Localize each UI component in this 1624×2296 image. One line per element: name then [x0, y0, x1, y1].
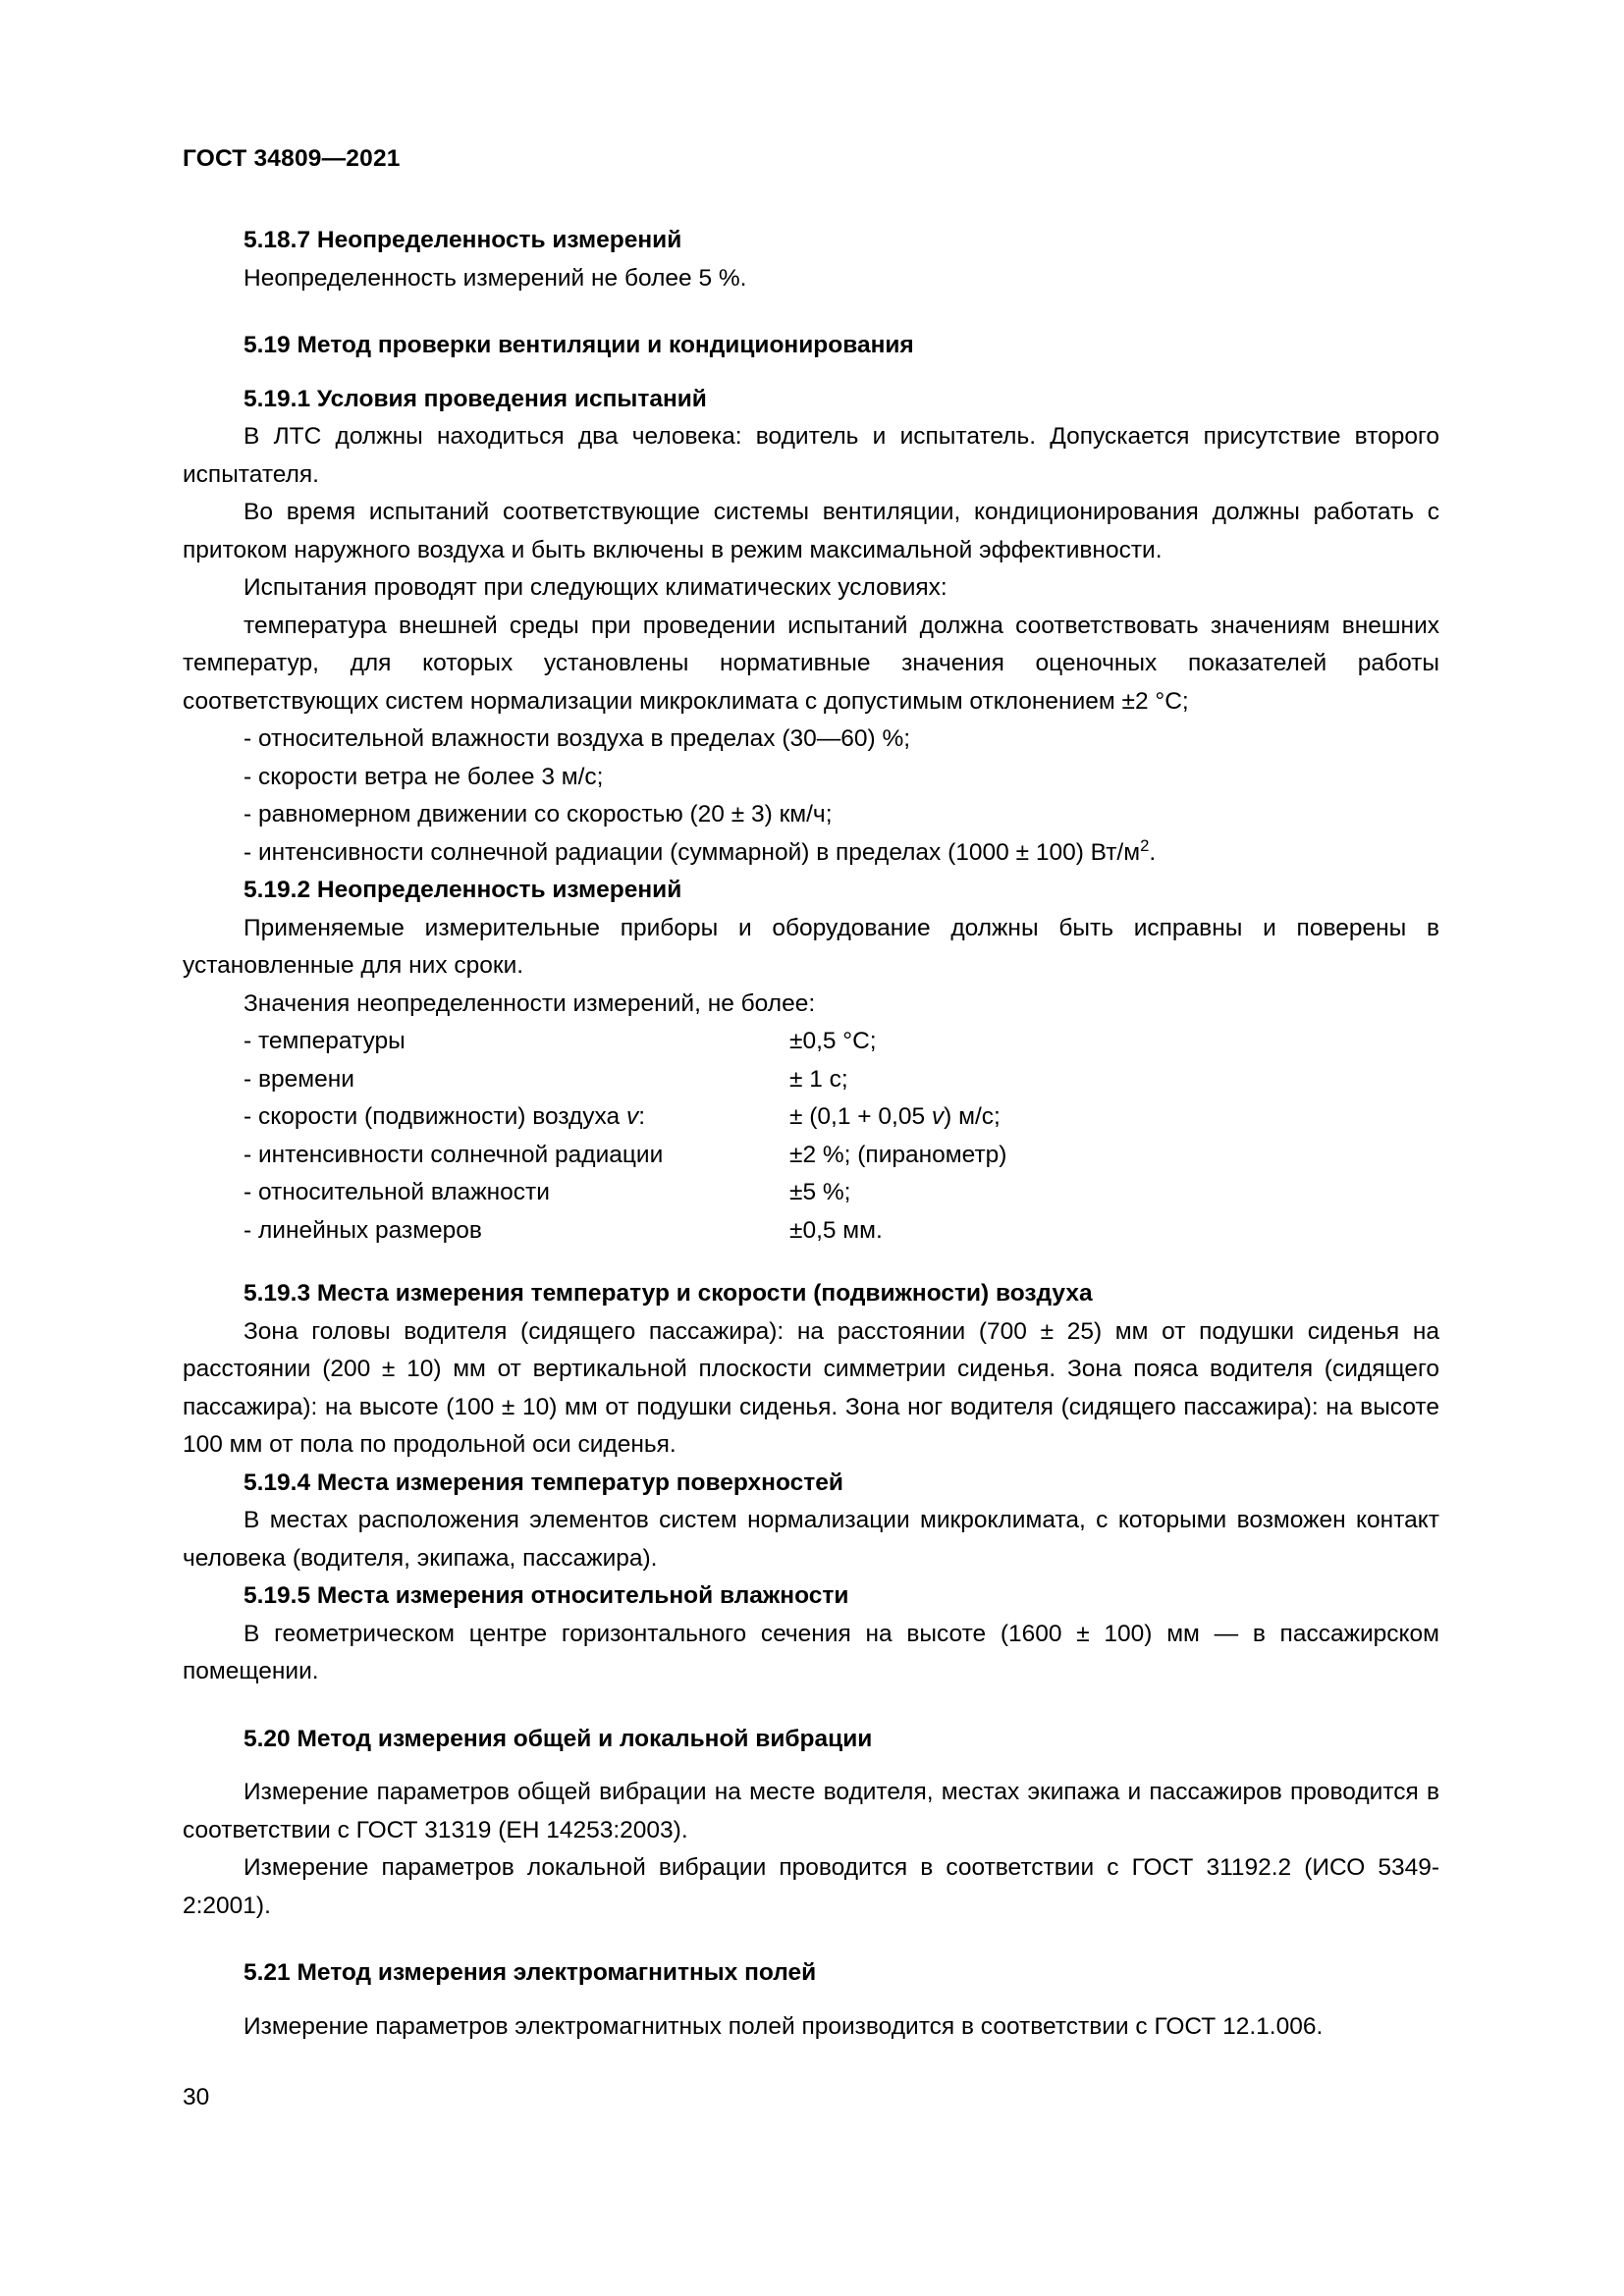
spacer [183, 365, 1439, 381]
uncertainty-label-air-speed [183, 1098, 789, 1137]
uncertainty-value-solar-radiation: ±2 %; (пиранометр) [789, 1141, 1007, 1168]
paragraph-5-20-2: Измерение параметров локальной вибрации проводится в соответствии с ГОСТ 31192.2 (ИСО 5349-2:2001). [183, 1854, 1439, 1919]
superscript-square: 2 [1140, 835, 1150, 855]
paragraph-5-19-2-1: Применяемые измерительные приборы и оборудование должны быть исправны и поверены в установленные для них сроки. [183, 914, 1439, 979]
symbol-v: v [625, 1103, 639, 1130]
spacer [183, 297, 1439, 327]
heading-5-19: 5.19 Метод проверки вентиляции и кондиционирования [244, 332, 914, 358]
paragraph-5-19-4-1: В местах расположения элементов систем нормализации микроклимата, с которыми возможен контакт человека (водителя, экипажа, пассажира). [183, 1507, 1439, 1572]
uncertainty-label-air-speed-tail: : [638, 1103, 646, 1130]
heading-5-19-2: 5.19.2 Неопределенность измерений [244, 877, 682, 903]
uncertainty-value-relative-humidity: ±5 %; [789, 1179, 851, 1205]
heading-5-19-5: 5.19.5 Места измерения относительной влажности [244, 1582, 849, 1609]
uncertainty-label-time: - времени [244, 1065, 354, 1093]
heading-5-21: 5.21 Метод измерения электромагнитных полей [244, 1959, 817, 1986]
spacer [183, 1758, 1439, 1774]
paragraph-5-19-2-2: Значения неопределенности измерений, не более: [244, 989, 816, 1017]
paragraph-5-19-1-4: температура внешней среды при проведении испытаний должна соответствовать значениям внешних температур, для которых установлены нормативные значения оценочных показателей работы соответствующих систем нормализации микроклимата с допустимым отклонением ±2 °C; [183, 612, 1439, 715]
table-row [183, 1023, 1439, 1061]
table-row [183, 1174, 1439, 1212]
uncertainty-value-temperature: ±0,5 °C; [789, 1028, 877, 1054]
paragraph-5-20-1: Измерение параметров общей вибрации на месте водителя, местах экипажа и пассажиров проводится в соответствии с ГОСТ 31319 (ЕН 14253:2003). [183, 1779, 1439, 1843]
uncertainty-label-linear-dimensions: - линейных размеров [244, 1216, 482, 1244]
paragraph-5-18-7: Неопределенность измерений не более 5 %. [244, 264, 747, 292]
bullet-solar-radiation-period: . [1149, 838, 1157, 866]
paragraph-5-19-1-1: В ЛТС должны находиться два человека: водитель и испытатель. Допускается присутствие второго испытателя. [183, 423, 1439, 488]
page-header: ГОСТ 34809—2021 [183, 145, 401, 172]
bullet-solar-radiation-text: - интенсивности солнечной радиации (суммарной) в пределах (1000 ± 100) Вт/м [244, 838, 1141, 866]
uncertainty-label-air-speed-text: - скорости (подвижности) воздуха [244, 1103, 626, 1130]
spacer [183, 1993, 1439, 2008]
table-row [183, 1061, 1439, 1099]
heading-5-19-3: 5.19.3 Места измерения температур и скорости (подвижности) воздуха [244, 1280, 1093, 1307]
uncertainty-value-linear-dimensions: ±0,5 мм. [789, 1216, 883, 1244]
table-row [183, 1098, 1439, 1137]
spacer [183, 1925, 1439, 1954]
heading-5-18-7: 5.18.7 Неопределенность измерений [244, 227, 682, 253]
paragraph-5-19-1-3: Испытания проводят при следующих климатических условиях: [244, 574, 947, 601]
uncertainty-value-air-speed-post: ) м/с; [944, 1103, 1001, 1130]
spacer [183, 1691, 1439, 1721]
uncertainty-value-air-speed-pre: ± (0,1 + 0,05 [789, 1103, 932, 1130]
bullet-wind-speed: - скорости ветра не более 3 м/с; [244, 763, 604, 790]
bullet-solar-radiation [183, 834, 1439, 873]
page-content [183, 222, 1439, 2046]
uncertainty-label-temperature: - температуры [244, 1028, 406, 1054]
paragraph-5-21-1: Измерение параметров электромагнитных полей производится в соответствии с ГОСТ 12.1.006. [244, 2012, 1324, 2040]
uncertainty-label-solar-radiation: - интенсивности солнечной радиации [244, 1141, 664, 1168]
paragraph-5-19-5-1: В геометрическом центре горизонтального сечения на высоте (1600 ± 100) мм — в пассажирском помещении. [183, 1620, 1439, 1684]
uncertainty-value-time: ± 1 с; [789, 1065, 848, 1093]
table-row [183, 1212, 1439, 1251]
paragraph-5-19-1-2: Во время испытаний соответствующие системы вентиляции, кондиционирования должны работать с притоком наружного воздуха и быть включены в режим максимальной эффективности. [183, 499, 1439, 563]
table-row [183, 1137, 1439, 1175]
heading-5-19-4: 5.19.4 Места измерения температур поверхностей [244, 1468, 843, 1496]
paragraph-5-19-3-1: Зона головы водителя (сидящего пассажира): на расстоянии (700 ± 25) мм от подушки сиденья на расстоянии (200 ± 10) мм от вертикальной плоскости симметрии сиденья. Зона пояса водителя (сидящего пассажира): на высоте (100 ± 10) мм от подушки сиденья. Зона ног водителя (сидящего пассажира): на высоте 100 мм от пола по продольной оси сиденья. [183, 1317, 1439, 1458]
heading-5-20: 5.20 Метод измерения общей и локальной вибрации [244, 1725, 873, 1752]
uncertainty-label-relative-humidity: - относительной влажности [244, 1179, 550, 1205]
uncertainty-table [183, 1023, 1439, 1250]
page-number: 30 [183, 2084, 210, 2110]
heading-5-19-1: 5.19.1 Условия проведения испытаний [244, 385, 707, 412]
symbol-v-value: v [931, 1103, 945, 1130]
uncertainty-value-air-speed [789, 1098, 1439, 1137]
bullet-humidity: - относительной влажности воздуха в пределах (30—60) %; [244, 725, 911, 752]
bullet-uniform-motion: - равномерном движении со скоростью (20 ± 3) км/ч; [244, 801, 833, 828]
